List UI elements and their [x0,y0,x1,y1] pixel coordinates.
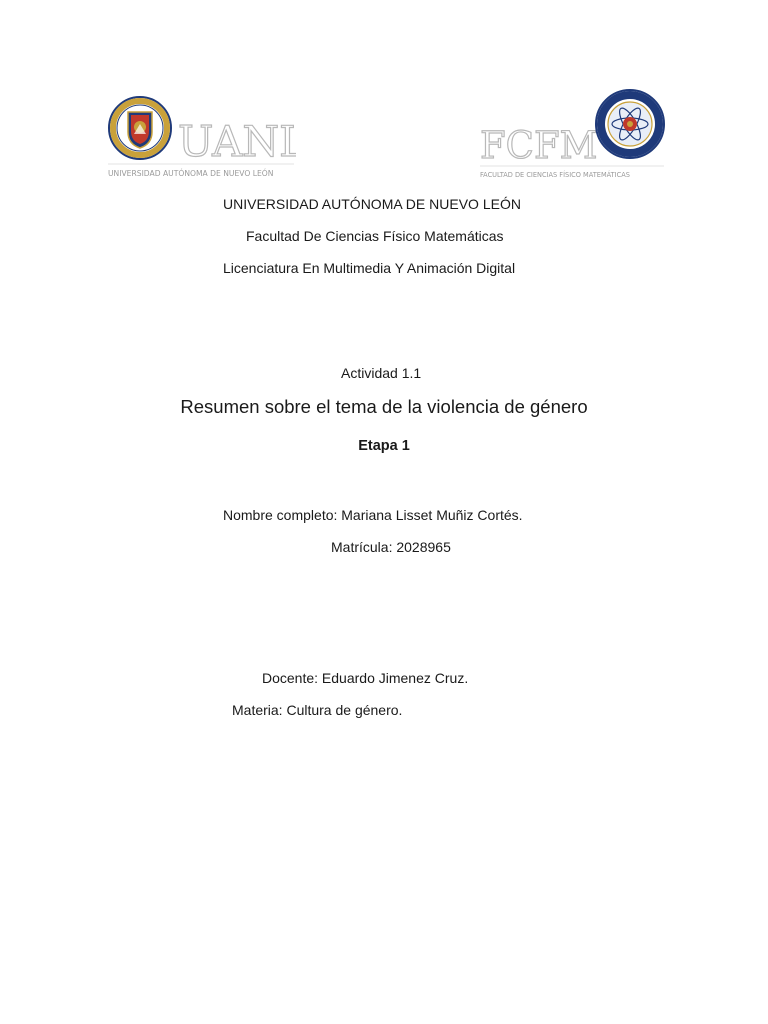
fcfm-logo [478,88,666,180]
uanl-seal-icon [109,97,171,159]
faculty-name: Facultad De Ciencias Físico Matemáticas [246,228,504,244]
uanl-logo [104,94,296,180]
uanl-wordmark: UANL [178,117,296,166]
document-title: Resumen sobre el tema de la violencia de género [180,396,588,417]
fcfm-caption: FACULTAD DE CIENCIAS FÍSICO MATEMÁTICAS [480,171,630,179]
university-name: UNIVERSIDAD AUTÓNOMA DE NUEVO LEÓN [223,196,521,212]
activity-label: Actividad 1.1 [341,365,422,381]
student-name: Nombre completo: Mariana Lisset Muñiz Cortés. [223,507,523,523]
student-id: Matrícula: 2028965 [331,539,451,555]
fcfm-logo-graphic [478,88,666,180]
subject-name: Materia: Cultura de género. [232,702,403,718]
fcfm-wordmark: FCFM [480,124,598,167]
stage-label: Etapa 1 [358,438,410,454]
uanl-logo-graphic [104,94,296,180]
uanl-caption: UNIVERSIDAD AUTÓNOMA DE NUEVO LEÓN [108,169,274,178]
fcfm-seal-icon [596,90,664,158]
teacher-name: Docente: Eduardo Jimenez Cruz. [262,670,469,686]
degree-name: Licenciatura En Multimedia Y Animación Digital [223,260,516,276]
